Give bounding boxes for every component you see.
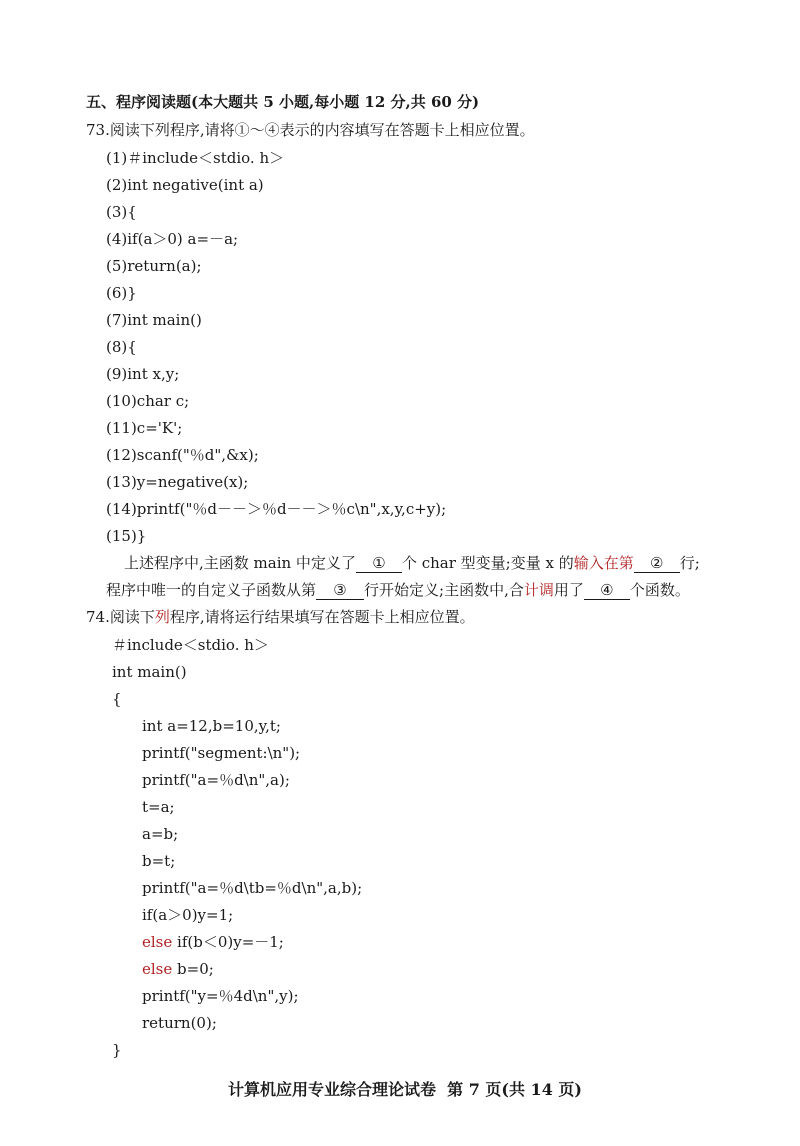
code-line: (10)char c; <box>106 392 190 410</box>
section-title: 五、程序阅读题(本大题共 5 小题,每小题 12 分,共 60 分) <box>86 93 480 111</box>
desc-text: 用了 <box>553 581 584 599</box>
code-line: (9)int x,y; <box>106 365 180 383</box>
code-line <box>142 959 214 979</box>
desc-text-handwritten: 输入在第 <box>573 554 634 572</box>
keyword-else: else <box>142 933 173 951</box>
code-line: { <box>112 690 122 708</box>
answer-blank-4: ④ <box>584 581 630 600</box>
q74-stem <box>86 607 475 627</box>
code-line: } <box>112 1041 122 1059</box>
stem-text: 程序,请将运行结果填写在答题卡上相应位置。 <box>169 608 475 626</box>
code-line: (15)} <box>106 527 147 545</box>
code-text: b=0; <box>172 960 214 978</box>
code-line: (11)c='K'; <box>106 419 183 437</box>
code-line <box>142 932 284 952</box>
code-line: printf("segment:\n"); <box>142 744 301 762</box>
code-line: t=a; <box>142 798 175 816</box>
desc-text: 个 char 型变量;变量 x 的 <box>401 554 574 572</box>
code-line: (8){ <box>106 338 137 356</box>
q73-description-line2 <box>106 580 690 600</box>
code-line: return(0); <box>142 1014 217 1032</box>
code-line: (14)printf("％d－－＞％d－－＞％c\n",x,y,c+y); <box>106 500 447 518</box>
code-line: (2)int negative(int a) <box>106 176 264 194</box>
code-line: printf("a=％d\n",a); <box>142 771 290 789</box>
page-footer: 计算机应用专业综合理论试卷 第 7 页(共 14 页) <box>228 1080 582 1099</box>
desc-text: 上述程序中,主函数 main 中定义了 <box>124 554 356 572</box>
code-line: (4)if(a＞0) a=－a; <box>106 230 239 248</box>
code-line: int a=12,b=10,y,t; <box>142 717 281 735</box>
desc-text: 程序中唯一的自定义子函数从第 <box>106 581 317 599</box>
code-line: if(a＞0)y=1; <box>142 906 234 924</box>
code-line: ＃include＜stdio. h＞ <box>112 636 269 654</box>
keyword-else: else <box>142 960 173 978</box>
code-line: (1)＃include＜stdio. h＞ <box>106 149 285 167</box>
code-text: if(b＜0)y=－1; <box>172 933 284 951</box>
stem-text-handwritten: 列 <box>154 608 170 626</box>
code-line: (3){ <box>106 203 137 221</box>
code-line: printf("a=％d\tb=％d\n",a,b); <box>142 879 363 897</box>
desc-text: 行开始定义;主函数中,合 <box>364 581 524 599</box>
code-line: (13)y=negative(x); <box>106 473 249 491</box>
code-line: (6)} <box>106 284 137 302</box>
code-line: b=t; <box>142 852 176 870</box>
q73-stem: 73.阅读下列程序,请将①～④表示的内容填写在答题卡上相应位置。 <box>86 121 535 139</box>
code-line: printf("y=％4d\n",y); <box>142 987 299 1005</box>
code-line: (5)return(a); <box>106 257 202 275</box>
code-line: (12)scanf("％d",&x); <box>106 446 259 464</box>
stem-text: 74.阅读下 <box>86 608 155 626</box>
code-line: (7)int main() <box>106 311 202 329</box>
answer-blank-2: ② <box>634 554 680 573</box>
desc-text: 行; <box>679 554 700 572</box>
code-line: a=b; <box>142 825 179 843</box>
code-line: int main() <box>112 663 187 681</box>
q73-description-line1 <box>124 553 700 573</box>
answer-blank-1: ① <box>356 554 402 573</box>
answer-blank-3: ③ <box>316 581 364 600</box>
desc-text: 个函数。 <box>629 581 690 599</box>
desc-text-handwritten: 计调 <box>523 581 554 599</box>
